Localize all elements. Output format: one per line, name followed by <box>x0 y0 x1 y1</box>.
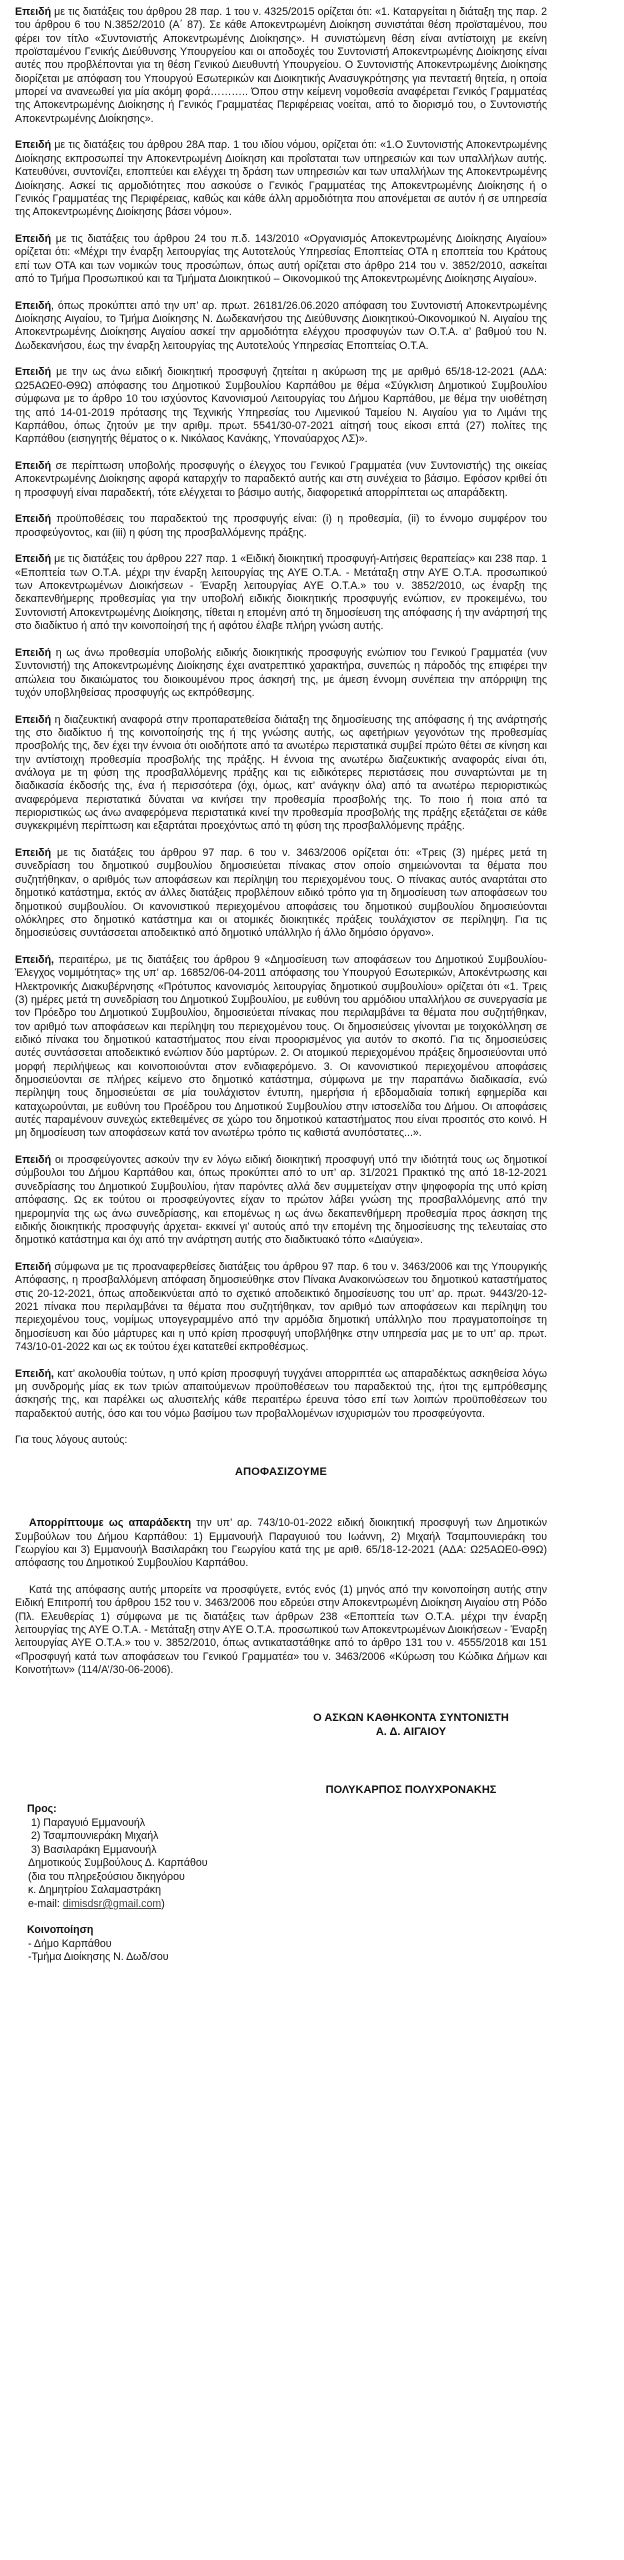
signature-name: ΠΟΛΥΚΑΡΠΟΣ ΠΟΛΥΧΡΟΝΑΚΗΣ <box>325 1784 497 1797</box>
recital-lead: Επειδή <box>15 459 52 472</box>
recital-paragraph <box>15 513 547 540</box>
decision-lead: Απορρίπτουμε ως απαράδεκτη <box>29 1517 192 1530</box>
email-suffix: ) <box>161 1897 165 1910</box>
recital-paragraph <box>15 553 547 633</box>
decision-text: την υπ’ αρ. 743/10-01-2022 ειδική διοικητική προσφυγή των Δημοτικών Συμβούλων του Δήμου Καρπάθου: 1) Εμμανουήλ Παραγυιού του Ιωάννη, 2) Μιχαήλ Τσαμπουνιεράκη του Γεωργίου και 3) Εμμανουήλ Βασιλαράκη του Γεωργίου κατά της με αριθ. 65/18-12-2021 (ΑΔΑ: Ω25ΑΩΕ0-Θ9Ω) απόφασης του Δημοτικού Συμβουλίου Καρπάθου. <box>15 1517 547 1570</box>
recital-text: με τις διατάξεις του άρθρου 28Α παρ. 1 του ιδίου νόμου, ορίζεται ότι: «1.Ο Συντονιστής Αποκεντρωμένης Διοίκησης εκπροσωπεί την Αποκεντρωμένη Διοίκηση και προΐσταται των υπηρεσιών και των υπαλλήλων αυτής. Κατευθύνει, συντονίζει, εποπτεύει και ελέγχει τη δράση των υπηρεσιών και των υπαλλήλων της Αποκεντρωμένης Διοίκησης. Ασκεί τις αρμοδιότητες που ασκούσε ο Γενικός Γραμματέας της Αποκεντρωμένης Διοίκησης ή ο Γενικός Γραμματέας της Περιφέρειας, καθώς και κάθε άλλη αρμοδιότητα που απονέμεται σε αυτόν ή σε υπηρεσία της Αποκεντρωμένης Διοίκησης βάσει νόμου». <box>15 139 547 219</box>
recital-lead: Επειδή <box>15 1260 52 1273</box>
recital-text: η ως άνω προθεσμία υποβολής ειδικής διοικητικής προσφυγής ενώπιον του Γενικού Γραμματέα (νυν Συντονιστή) της Αποκεντρωμένης Διοίκησης έχει ανατρεπτικό χαρακτήρα, συνεπώς η πάροδός της επιφέρει την απώλεια του δικαιώματος του διοικουμένου προς άσκησή της, με άμεση έννομη συνέπεια την απόρριψη της τυχόν υποβληθείσας προσφυγής ως εκπρόθεσμης. <box>15 646 547 699</box>
cc-list <box>27 1938 547 1965</box>
recital-paragraph <box>15 460 547 500</box>
cc-item: -Τμήμα Διοίκησης Ν. Δωδ/σου <box>28 1951 169 1964</box>
recital-lead: Επειδή <box>15 232 52 245</box>
recipient-item: 2) Τσαμπουνιεράκη Μιχαήλ <box>28 1830 159 1843</box>
recital-paragraph <box>15 1261 547 1354</box>
recital-text: με τις διατάξεις του άρθρου 24 του π.δ. 143/2010 «Οργανισμός Αποκεντρωμένης Διοίκησης Αιγαίου» ορίζεται ότι: «Μέχρι την έναρξη λειτουργίας της Αυτοτελούς Υπηρεσίας Εποπτείας ΟΤΑ η εποπτεία του Κράτους επί των ΟΤΑ και των νομικών τους προσώπων, όπως αυτή ορίζεται στο άρθρο 214 του ν. 3852/2010, ασκείται από το Τμήμα Προσωπικού και τα Τμήματα Διοικητικού – Οικονομικού της Αποκεντρωμένης Διοίκησης Αιγαίου». <box>15 232 547 285</box>
recipient-item: Δημοτικούς Συμβούλους Δ. Καρπάθου <box>28 1857 208 1870</box>
document-page <box>15 6 547 1965</box>
recital-text: με τις διατάξεις του άρθρου 28 παρ. 1 του ν. 4325/2015 ορίζεται ότι: «1. Καταργείται η διάταξη της παρ. 2 του άρθρου 6 του Ν.3852/2010 (Α΄ 87). Σε κάθε Αποκεντρωμένη Διοίκηση συνιστάται θέση προϊσταμένου, που φέρει τον τίτλο «Συντονιστής Αποκεντρωμένης Διοίκησης». Η συνιστώμενη θέση είναι αντίστοιχη με εκείνη προϊσταμένου Γενικής Διεύθυνσης Υπουργείου και οι αποδοχές του Συντονιστή Αποκεντρωμένης Διοίκησης είναι αυτές που προβλέπονται για τη θέση Γενικού Διευθυντή Υπουργείου. Ο Συντονιστής Αποκεντρωμένης Διοίκησης διορίζεται με απόφαση του Υπουργού Εσωτερικών και Διοικητικής Ανασυγκρότησης για πενταετή θητεία, η οποία μπορεί να ανανεωθεί για μία ακόμη φορά……….. Όπου στην κείμενη νομοθεσία αναφέρεται Γενικός Γραμματέας της Αποκεντρωμένης Διοίκησης ή Γενικός Γραμματέας Περιφέρειας νοείται, από το διορισμό του, ο Συντονιστής Αποκεντρωμένης Διοίκησης». <box>15 6 547 125</box>
recital-lead: Επειδή <box>15 6 52 18</box>
recital-paragraph <box>15 1368 547 1421</box>
recital-text: σύμφωνα με τις προαναφερθείσες διατάξεις του άρθρου 97 παρ. 6 του ν. 3463/2006 και της Υπουργικής Απόφασης, η προσβαλλόμενη απόφαση δημοσιεύθηκε στον Πίνακα Ανακοινώσεων του δημοτικού καταστήματος στις 20-12-2021, όπως αποδεικνύεται από το σχετικό αποδεικτικό δημοσίευσης του υπ’ αρ. πρωτ. 9443/20-12-2021 πίνακα που περιλαμβάνει τα θέματα που συζητήθηκαν, τον αριθμό των αποφάσεων και περίληψη του περιεχομένου τους, νομίμως υπογεγραμμένο από την αρμόδια δημοτική υπάλληλο που πραγματοποίησε τη δημοσίευση και δύο μάρτυρες και η υπό κρίση προσφυγή υποβλήθηκε στην υπηρεσία μας με το υπ’ αρ. πρωτ. 743/10-01-2022 και ως εκ τούτου έχει κατατεθεί εκπροθέσμως. <box>15 1260 547 1353</box>
recital-lead: Επειδή <box>15 299 52 312</box>
recipient-item: κ. Δημητρίου Σαλαμαστράκη <box>28 1884 161 1897</box>
recipient-item: 3) Βασιλαράκη Εμμανουήλ <box>28 1843 157 1856</box>
appeal-notice: Κατά της απόφασης αυτής μπορείτε να προσφύγετε, εντός ενός (1) μηνός από την κοινοποίηση αυτής στην Ειδική Επιτροπή του άρθρου 152 του ν. 3463/2006 που εδρεύει στην Αποκεντρωμένη Διοίκηση Αιγαίου στη Ρόδο (Πλ. Ελευθερίας 1) σύμφωνα με τις διατάξεις των άρθρων 238 «Εποπτεία των Ο.Τ.Α. μέχρι την έναρξη λειτουργίας της ΑΥΕ Ο.Τ.Α. - Μετάταξη στην ΑΥΕ Ο.Τ.Α. προσωπικού των Αποκεντρωμένων Διοικήσεων - Έναρξη λειτουργίας ΑΥΕ Ο.Τ.Α.» του ν. 3852/2010, όπως αντικαταστάθηκε από το άρθρο 131 του ν. 4555/2018 και 151 «Προσφυγή κατά των αποφάσεων του Γενικού Γραμματέα» του ν. 3463/2006 «Κύρωση του Κώδικα Δήμων και Κοινοτήτων» (114/Α’/30-06-2006). <box>15 1583 547 1676</box>
recital-lead: Επειδή, <box>15 953 54 966</box>
recital-text: με την ως άνω ειδική διοικητική προσφυγή ζητείται η ακύρωση της με αριθμό 65/18-12-2021 (ΑΔΑ: Ω25ΑΩΕ0-Θ9Ω) απόφασης του Δημοτικού Συμβουλίου Καρπάθου με θέμα «Σύγκλιση Δημοτικού Συμβουλίου σύμφωνα με το άρθρο 10 του ισχύοντος Κανονισμού Λειτουργίας του Δήμου Καρπάθου, με θέμα την υιοθέτηση της από 14-01-2019 πρότασης της Τεχνικής Υπηρεσίας του Λιμενικού Ταμείου Ν. Αιγαίου για το Λιμάνι της Καρπάθου, όπως ζητούν με την αριθμ. πρωτ. 5541/30-07-2021 αίτησή τους είκοσι επτά (27) πολίτες της Καρπάθου (εισηγητής θέματος ο κ. Νικόλαος Κανάκης, Υποναύαρχος ΛΣ)». <box>15 366 547 446</box>
recital-lead: Επειδή <box>15 366 52 379</box>
recital-paragraph <box>15 847 547 940</box>
signature-role-line1: Ο ΑΣΚΩΝ ΚΑΘΗΚΟΝΤΑ ΣΥΝΤΟΝΙΣΤΗ <box>313 1712 509 1725</box>
recital-paragraph <box>15 714 547 834</box>
recital-paragraph <box>15 647 547 700</box>
recital-text: οι προσφεύγοντες ασκούν την εν λόγω ειδική διοικητική προσφυγή υπό την ιδιότητά τους ως δημοτικοί σύμβουλοι του Δήμου Καρπάθου και, όπως προκύπτει από το υπ’ αρ. 31/2021 Πρακτικό της από 18-12-2021 συνεδρίασης του Δημοτικού Συμβουλίου, ήταν παρόντες αλλά δεν συμμετείχαν στην ψηφοφορία της υπό κρίση απόφασης. Ως εκ τούτου οι προσφεύγοντες είχαν το πρώτον λάβει γνώση της προσβαλλόμενης από την ημερομηνία της ως άνω συνεδρίασης, και επομένως η ως άνω δεκαπενθήμερη προθεσμία προς άσκηση της ειδικής διοικητικής προσφυγής άρχεται- εκκινεί γι’ αυτούς από την επομένη της δημοσίευσης της τελευταίας στο δημοτικό κατάστημα και όχι από την ανάρτηση αυτής στο διαδικτυακό τόπο «Διαύγεια». <box>15 1154 547 1247</box>
recipient-email-line <box>27 1898 547 1912</box>
recipient-item: (δια του πληρεξούσιου δικηγόρου <box>28 1870 185 1883</box>
recital-paragraph <box>15 954 547 1141</box>
recital-text: , όπως προκύπτει από την υπ’ αρ. πρωτ. 26181/26.06.2020 απόφαση του Συντονιστή Αποκεντρωμένης Διοίκησης Αιγαίου, το Τμήμα Διοίκησης Ν. Δωδεκανήσου της Διεύθυνσης Διοικητικού-Οικονομικού Ν. Αιγαίου της Αποκεντρωμένης Διοίκησης Αιγαίου ασκεί την αρμοδιότητα ελέγχου προσφυγών των Ο.Τ.Α. α’ βαθμού του Ν. Δωδεκανήσου, έως την έναρξη λειτουργίας της Αυτοτελούς Υπηρεσίας Εποπτείας Ο.Τ.Α. <box>15 299 547 352</box>
recital-text: κατ’ ακολουθία τούτων, η υπό κρίση προσφυγή τυγχάνει απορριπτέα ως απαραδέκτως ασκηθείσα λόγω μη συνδρομής μίας εκ των τριών απαιτούμενων προϋποθέσεων του παραδεκτού της, ήτοι της εμπρόθεσμης άσκησής της, και παρέλκει ως αλυσιτελής κάθε περαιτέρω έρευνα τόσο επί των λοιπών προϋποθέσεων του παραδεκτού αυτής, όσο και του νόμω βασίμου των προβαλλομένων ισχυρισμών του προσφεύγοντα. <box>15 1367 547 1420</box>
recipient-item: 1) Παραγυιό Εμμανουήλ <box>28 1816 146 1829</box>
recital-paragraph <box>15 233 547 286</box>
cc-block <box>27 1924 547 1965</box>
recital-lead: Επειδή <box>15 139 52 152</box>
recital-paragraph <box>15 6 547 126</box>
recital-paragraph <box>15 1154 547 1247</box>
recital-lead: Επειδή <box>15 1154 52 1167</box>
recital-text: με τις διατάξεις του άρθρου 227 παρ. 1 «Ειδική διοικητική προσφυγή-Αιτήσεις θεραπείας» και 238 παρ. 1 «Εποπτεία των Ο.Τ.Α. μέχρι την έναρξη λειτουργίας της ΑΥΕ Ο.Τ.Α. - Μετάταξη στην ΑΥΕ Ο.Τ.Α. προσωπικού των Αποκεντρωμένων Διοικήσεων - Έναρξη λειτουργίας ΑΥΕ Ο.Τ.Α.» του ν. 3852/2010, ως έναρξη της δεκαπενθήμερης προθεσμίας για την υποβολή ειδικής διοικητικής προσφυγής ενώπιον, εν προκειμένω, του Συντονιστή Αποκεντρωμένης Διοίκησης, τίθεται η επομένη από τη δημοσίευση της απόφασης ή την ανάρτησή της στο διαδίκτυο ή από την κοινοποίησή της ή αφότου έλαβε πλήρη γνώση αυτής. <box>15 553 547 633</box>
recital-lead: Επειδή <box>15 646 52 659</box>
cc-heading: Κοινοποίηση <box>27 1924 94 1937</box>
recital-lead: Επειδή <box>15 847 52 860</box>
recital-text: σε περίπτωση υποβολής προσφυγής ο έλεγχος του Γενικού Γραμματέα (νυν Συντονιστής) της οικείας Αποκεντρωμένης Διοίκησης αφορά καταρχήν το παραδεκτό αυτής και στη συνέχεια το βάσιμο. Εφόσον κριθεί ότι η προσφυγή είναι παραδεκτή, τότε ελέγχεται το βάσιμο αυτής, διαφορετικά απορρίπτεται ως απαράδεκτη. <box>15 459 547 499</box>
decision-paragraph <box>15 1517 547 1570</box>
email-label: e-mail: <box>28 1897 63 1910</box>
recital-paragraph <box>15 366 547 446</box>
recital-lead: Επειδή <box>15 713 52 726</box>
signature-role <box>275 1711 547 1739</box>
recital-lead: Επειδή, <box>15 1367 54 1380</box>
recital-text: η διαζευκτική αναφορά στην προπαρατεθείσα διάταξη της δημοσίευσης της απόφασης ή της ανάρτησής της στο διαδίκτυο ή της κοινοποίησής της ή της γνώσης αυτής, ως αφετήριων γεγονότων της προθεσμίας προσβολής της, δεν έχει την έννοια ότι οιοδήποτε από τα ανωτέρω περιστατικά συμβεί πρώτο θέτει σε κίνηση και την αντίστοιχη προθεσμία προσβολής της πράξης. Η έννοια της ανωτέρω διαζευκτικής αναφοράς είναι ότι, ανάλογα με τη φύση της προσβαλλόμενης πράξης και τις ειδικότερες περιστάσεις που συναρτώνται με τη διαδικασία έκδοσής της, ένα ή περισσότερα (όχι, όμως, κατ’ ανάγκην όλα) από τα ανωτέρω περιοριστικώς αναφερόμενα περιστατικά δύναται να κινήσει την προθεσμία προσβολής της. Το ποιο ή ποια από τα περιοριστικώς ως άνω αναφερόμενα περιστατικά κινεί την προθεσμία προσβολής της πράξης εξετάζεται σε κάθε συγκεκριμένη περίπτωση και εξαρτάται προεχόντως από τη φύση της προσβαλλόμενης πράξης. <box>15 713 547 833</box>
recipients-heading: Προς: <box>27 1803 57 1816</box>
recital-paragraph <box>15 300 547 353</box>
email-link[interactable]: dimisdsr@gmail.com <box>62 1897 162 1910</box>
recital-lead: Επειδή <box>15 553 52 566</box>
recipients-list <box>27 1817 547 1898</box>
signature-role-line2: Α. Δ. ΑΙΓΑΙΟΥ <box>375 1726 447 1739</box>
recital-text: προϋποθέσεις του παραδεκτού της προσφυγής είναι: (i) η προθεσμία, (ii) το έννομο συμφέρον του προσφεύγοντος, και (iii) η φύση της προσβαλλόμενης πράξης. <box>15 513 547 539</box>
recital-text: με τις διατάξεις του άρθρου 97 παρ. 6 του ν. 3463/2006 ορίζεται ότι: «Τρεις (3) ημέρες μετά τη συνεδρίαση του δημοτικού συμβουλίου δημοσιεύεται πίνακας στον οποίο σημειώνονται τα θέματα που συζητήθηκαν, ο αριθμός των αποφάσεων και περίληψη του περιεχομένου τους. Ο πίνακας αυτός αναρτάται στο δημοτικό κατάστημα, εκτός αν άλλες διατάξεις προβλέπουν ειδικό τρόπο για τη δημοσίευση των αποφάσεων του δημοτικού συμβουλίου. Οι κανονιστικού περιεχομένου αποφάσεις του δημοτικού συμβουλίου δημοσιεύονται ολόκληρες στο δημοτικό κατάστημα και οι ατομικές διοικητικές πράξεις τουλάχιστον σε περίληψη. Για τις δημοσιεύσεις συντάσσεται αποδεικτικό από δημοτικό υπάλληλο ή άλλο δημόσιο όργανο». <box>15 847 547 940</box>
recital-lead: Επειδή <box>15 513 52 526</box>
recital-text: περαιτέρω, με τις διατάξεις του άρθρου 9 «Δημοσίευση των αποφάσεων του Δημοτικού Συμβουλίου- Έλεγχος νομιμότητας» της υπ’ αρ. 16852/06-04-2011 απόφασης του Υπουργού Εσωτερικών, Αποκέντρωσης και Ηλεκτρονικής Διακυβέρνησης «Πρότυπος κανονισμός λειτουργίας δημοτικού συμβουλίου» ορίζεται ότι «1. Τρεις (3) ημέρες μετά τη συνεδρίαση του Δημοτικού Συμβουλίου, με ευθύνη του αρμόδιου υπαλλήλου σε συνεργασία με τον Πρόεδρο του Δημοτικού Συμβουλίου, δημοσιεύεται πίνακας που περιλαμβάνει τα θέματα που συζητήθηκαν, τον αριθμό των αποφάσεων και περίληψη του περιεχομένου τους. Οι δημοσιεύσεις γίνονται με τοιχοκόλληση σε ειδικό πίνακα του δημοτικού καταστήματος που είναι προορισμένος για αυτόν το σκοπό. Για τις δημοσιεύσεις αυτές συντάσσεται αποδεικτικό ενώπιον δύο μαρτύρων. 2. Οι ατομικού περιεχομένου πράξεις δημοσιεύονται υπό μορφή περιλήψεως και κοινοποιούνται στον ενδιαφερόμενο. 3. Οι κανονιστικού περιεχομένου αποφάσεις δημοσιεύονται σε πλήρες κείμενο στο δημοτικό κατάστημα, σύμφωνα με την παραπάνω διαδικασία, ενώ περίληψη τους δημοσιεύεται σε μία τουλάχιστον έντυπη, ημερήσια ή εβδομαδιαία τοπική εφημερίδα και καταχωρούνται, με ευθύνη του Προέδρου του Δημοτικού Συμβουλίου στην ιστοσελίδα του Δήμου. Οι αποφάσεις αυτές παραμένουν συνεχώς εκτεθειμένες σε χώρο του δημοτικού καταστήματος που είναι προσιτός στο κοινό. Η μη δημοσίευση των αποφάσεων κατά τον ανωτέρω τρόπο τις καθιστά ανυπόστατες...». <box>15 953 547 1140</box>
recital-paragraph <box>15 139 547 219</box>
reasons-line: Για τους λόγους αυτούς: <box>15 1434 128 1447</box>
recipients-block <box>27 1803 547 1965</box>
cc-item: - Δήμο Καρπάθου <box>28 1937 112 1950</box>
decision-title: ΑΠΟΦΑΣΙΖΟΥΜΕ <box>235 1465 327 1478</box>
recitals <box>15 6 547 1421</box>
